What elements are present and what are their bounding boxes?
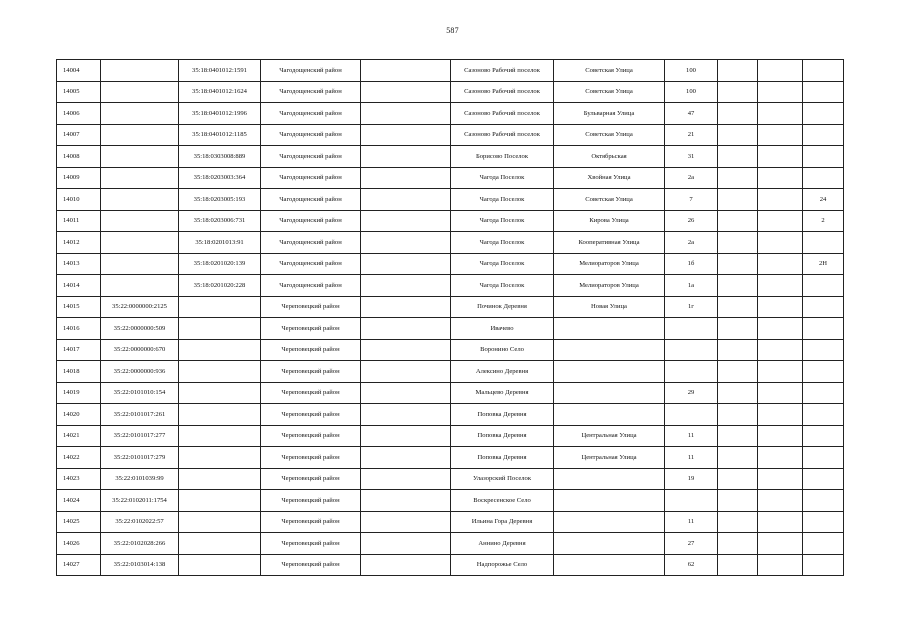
locality-cell: Улазорский Поселок: [451, 468, 554, 490]
table-row: [57, 382, 844, 404]
table-row: [57, 511, 844, 533]
cadastral-number-cell: 35:22:0101017:279: [101, 447, 179, 469]
locality-cell: Аннино Деревня: [451, 533, 554, 555]
record-number-cell: 14005: [57, 81, 101, 103]
street-cell: Мелиораторов Улица: [554, 275, 665, 297]
building-cell: [718, 533, 758, 555]
district-cell: Череповецкий район: [261, 554, 361, 576]
apartment-cell: [803, 167, 844, 189]
settlement-area-cell: [361, 447, 451, 469]
district-cell: Чагодощенский район: [261, 124, 361, 146]
cadastral-number-cell: [101, 103, 179, 125]
apartment-cell: [803, 425, 844, 447]
cadastral-number-alt-cell: [179, 511, 261, 533]
settlement-area-cell: [361, 490, 451, 512]
registry-table: [56, 59, 844, 576]
street-cell: [554, 533, 665, 555]
settlement-area-cell: [361, 425, 451, 447]
street-cell: [554, 511, 665, 533]
cadastral-number-cell: 35:22:0103014:138: [101, 554, 179, 576]
apartment-cell: [803, 361, 844, 383]
settlement-area-cell: [361, 124, 451, 146]
table-row: [57, 533, 844, 555]
building-cell: [718, 253, 758, 275]
district-cell: Чагодощенский район: [261, 103, 361, 125]
structure-cell: [758, 210, 803, 232]
structure-cell: [758, 425, 803, 447]
settlement-area-cell: [361, 511, 451, 533]
settlement-area-cell: [361, 554, 451, 576]
table-row: [57, 81, 844, 103]
record-number-cell: 14006: [57, 103, 101, 125]
locality-cell: Поповка Деревня: [451, 425, 554, 447]
street-cell: [554, 468, 665, 490]
table-row: [57, 60, 844, 82]
house-number-cell: 31: [665, 146, 718, 168]
table-row: [57, 124, 844, 146]
cadastral-number-cell: [101, 275, 179, 297]
record-number-cell: 14011: [57, 210, 101, 232]
table-row: [57, 103, 844, 125]
settlement-area-cell: [361, 210, 451, 232]
district-cell: Череповецкий район: [261, 533, 361, 555]
settlement-area-cell: [361, 189, 451, 211]
apartment-cell: [803, 339, 844, 361]
cadastral-number-cell: [101, 210, 179, 232]
apartment-cell: [803, 382, 844, 404]
cadastral-number-alt-cell: [179, 425, 261, 447]
settlement-area-cell: [361, 81, 451, 103]
structure-cell: [758, 275, 803, 297]
cadastral-number-cell: 35:22:0101017:277: [101, 425, 179, 447]
table-row: [57, 296, 844, 318]
table-row: [57, 275, 844, 297]
settlement-area-cell: [361, 167, 451, 189]
structure-cell: [758, 490, 803, 512]
street-cell: Октябрьская: [554, 146, 665, 168]
locality-cell: Борисово Поселок: [451, 146, 554, 168]
record-number-cell: 14007: [57, 124, 101, 146]
table-row: [57, 490, 844, 512]
building-cell: [718, 81, 758, 103]
cadastral-number-alt-cell: 35:18:0401012:1591: [179, 60, 261, 82]
table-row: [57, 468, 844, 490]
cadastral-number-alt-cell: 35:18:0201020:139: [179, 253, 261, 275]
locality-cell: Надпорожье Село: [451, 554, 554, 576]
cadastral-number-alt-cell: [179, 447, 261, 469]
apartment-cell: [803, 533, 844, 555]
cadastral-number-alt-cell: [179, 404, 261, 426]
district-cell: Чагодощенский район: [261, 167, 361, 189]
locality-cell: Чагода Поселок: [451, 232, 554, 254]
structure-cell: [758, 296, 803, 318]
locality-cell: Чагода Поселок: [451, 275, 554, 297]
house-number-cell: 1б: [665, 253, 718, 275]
building-cell: [718, 103, 758, 125]
building-cell: [718, 296, 758, 318]
structure-cell: [758, 81, 803, 103]
table-row: [57, 146, 844, 168]
house-number-cell: [665, 318, 718, 340]
street-cell: Новая Улица: [554, 296, 665, 318]
house-number-cell: 62: [665, 554, 718, 576]
cadastral-number-cell: [101, 146, 179, 168]
district-cell: Череповецкий район: [261, 447, 361, 469]
building-cell: [718, 447, 758, 469]
house-number-cell: 21: [665, 124, 718, 146]
house-number-cell: 26: [665, 210, 718, 232]
record-number-cell: 14015: [57, 296, 101, 318]
locality-cell: Починок Деревня: [451, 296, 554, 318]
house-number-cell: 1г: [665, 296, 718, 318]
house-number-cell: [665, 490, 718, 512]
cadastral-number-cell: [101, 189, 179, 211]
building-cell: [718, 468, 758, 490]
record-number-cell: 14024: [57, 490, 101, 512]
structure-cell: [758, 339, 803, 361]
district-cell: Череповецкий район: [261, 361, 361, 383]
page-number: 587: [446, 26, 459, 35]
house-number-cell: 2а: [665, 232, 718, 254]
street-cell: Советская Улица: [554, 124, 665, 146]
record-number-cell: 14012: [57, 232, 101, 254]
cadastral-number-alt-cell: 35:18:0203003:364: [179, 167, 261, 189]
district-cell: Чагодощенский район: [261, 275, 361, 297]
apartment-cell: [803, 404, 844, 426]
locality-cell: Чагода Поселок: [451, 189, 554, 211]
structure-cell: [758, 124, 803, 146]
district-cell: Череповецкий район: [261, 296, 361, 318]
building-cell: [718, 554, 758, 576]
building-cell: [718, 490, 758, 512]
settlement-area-cell: [361, 296, 451, 318]
apartment-cell: [803, 318, 844, 340]
cadastral-number-alt-cell: [179, 339, 261, 361]
street-cell: Кооперативная Улица: [554, 232, 665, 254]
house-number-cell: 11: [665, 511, 718, 533]
record-number-cell: 14004: [57, 60, 101, 82]
cadastral-number-alt-cell: [179, 554, 261, 576]
apartment-cell: 2Н: [803, 253, 844, 275]
cadastral-number-cell: 35:22:0102022:57: [101, 511, 179, 533]
cadastral-number-alt-cell: [179, 468, 261, 490]
building-cell: [718, 318, 758, 340]
table-row: [57, 339, 844, 361]
settlement-area-cell: [361, 361, 451, 383]
structure-cell: [758, 103, 803, 125]
house-number-cell: 47: [665, 103, 718, 125]
apartment-cell: 2: [803, 210, 844, 232]
structure-cell: [758, 253, 803, 275]
house-number-cell: 11: [665, 425, 718, 447]
cadastral-number-cell: 35:22:0000000:670: [101, 339, 179, 361]
cadastral-number-alt-cell: [179, 382, 261, 404]
cadastral-number-cell: 35:22:0101017:261: [101, 404, 179, 426]
record-number-cell: 14013: [57, 253, 101, 275]
street-cell: [554, 361, 665, 383]
apartment-cell: [803, 124, 844, 146]
house-number-cell: 29: [665, 382, 718, 404]
locality-cell: Воронино Село: [451, 339, 554, 361]
record-number-cell: 14025: [57, 511, 101, 533]
locality-cell: Мальцево Деревня: [451, 382, 554, 404]
cadastral-number-alt-cell: 35:18:0201013:91: [179, 232, 261, 254]
cadastral-number-cell: [101, 167, 179, 189]
locality-cell: Сазоново Рабочий поселок: [451, 81, 554, 103]
apartment-cell: [803, 81, 844, 103]
record-number-cell: 14008: [57, 146, 101, 168]
structure-cell: [758, 511, 803, 533]
cadastral-number-cell: [101, 253, 179, 275]
locality-cell: Поповка Деревня: [451, 447, 554, 469]
structure-cell: [758, 318, 803, 340]
house-number-cell: [665, 361, 718, 383]
house-number-cell: 7: [665, 189, 718, 211]
street-cell: [554, 339, 665, 361]
building-cell: [718, 167, 758, 189]
structure-cell: [758, 404, 803, 426]
locality-cell: Сазоново Рабочий поселок: [451, 124, 554, 146]
building-cell: [718, 339, 758, 361]
street-cell: Бульварная Улица: [554, 103, 665, 125]
street-cell: Советская Улица: [554, 189, 665, 211]
settlement-area-cell: [361, 382, 451, 404]
building-cell: [718, 210, 758, 232]
table-row: [57, 361, 844, 383]
structure-cell: [758, 382, 803, 404]
cadastral-number-cell: 35:22:0000000:936: [101, 361, 179, 383]
record-number-cell: 14019: [57, 382, 101, 404]
structure-cell: [758, 533, 803, 555]
apartment-cell: [803, 447, 844, 469]
building-cell: [718, 189, 758, 211]
cadastral-number-cell: 35:22:0102028:266: [101, 533, 179, 555]
apartment-cell: [803, 146, 844, 168]
building-cell: [718, 146, 758, 168]
district-cell: Череповецкий район: [261, 318, 361, 340]
record-number-cell: 14027: [57, 554, 101, 576]
settlement-area-cell: [361, 275, 451, 297]
settlement-area-cell: [361, 60, 451, 82]
table-row: [57, 210, 844, 232]
house-number-cell: [665, 404, 718, 426]
building-cell: [718, 425, 758, 447]
building-cell: [718, 124, 758, 146]
settlement-area-cell: [361, 253, 451, 275]
record-number-cell: 14016: [57, 318, 101, 340]
street-cell: Центральная Улица: [554, 425, 665, 447]
record-number-cell: 14018: [57, 361, 101, 383]
cadastral-number-cell: 35:22:0000000:2125: [101, 296, 179, 318]
registry-body: [57, 60, 844, 576]
locality-cell: Воскресенское Село: [451, 490, 554, 512]
apartment-cell: [803, 103, 844, 125]
cadastral-number-alt-cell: 35:18:0303008:889: [179, 146, 261, 168]
apartment-cell: [803, 490, 844, 512]
apartment-cell: [803, 511, 844, 533]
structure-cell: [758, 146, 803, 168]
cadastral-number-alt-cell: [179, 296, 261, 318]
house-number-cell: 1а: [665, 275, 718, 297]
locality-cell: Поповка Деревня: [451, 404, 554, 426]
house-number-cell: 19: [665, 468, 718, 490]
street-cell: Центральная Улица: [554, 447, 665, 469]
settlement-area-cell: [361, 339, 451, 361]
table-row: [57, 253, 844, 275]
structure-cell: [758, 447, 803, 469]
cadastral-number-alt-cell: [179, 318, 261, 340]
apartment-cell: [803, 60, 844, 82]
district-cell: Чагодощенский район: [261, 189, 361, 211]
record-number-cell: 14010: [57, 189, 101, 211]
apartment-cell: [803, 275, 844, 297]
record-number-cell: 14022: [57, 447, 101, 469]
street-cell: Советская Улица: [554, 60, 665, 82]
locality-cell: Сазоново Рабочий поселок: [451, 103, 554, 125]
building-cell: [718, 275, 758, 297]
apartment-cell: [803, 554, 844, 576]
house-number-cell: 11: [665, 447, 718, 469]
locality-cell: Чагода Поселок: [451, 167, 554, 189]
structure-cell: [758, 60, 803, 82]
cadastral-number-cell: 35:22:0101010:154: [101, 382, 179, 404]
record-number-cell: 14026: [57, 533, 101, 555]
structure-cell: [758, 232, 803, 254]
cadastral-number-alt-cell: [179, 490, 261, 512]
table-row: [57, 425, 844, 447]
district-cell: Чагодощенский район: [261, 146, 361, 168]
table-row: [57, 554, 844, 576]
house-number-cell: 27: [665, 533, 718, 555]
district-cell: Череповецкий район: [261, 425, 361, 447]
cadastral-number-alt-cell: 35:18:0401012:1996: [179, 103, 261, 125]
record-number-cell: 14023: [57, 468, 101, 490]
cadastral-number-alt-cell: 35:18:0401012:1624: [179, 81, 261, 103]
record-number-cell: 14017: [57, 339, 101, 361]
table-row: [57, 447, 844, 469]
district-cell: Череповецкий район: [261, 490, 361, 512]
record-number-cell: 14009: [57, 167, 101, 189]
street-cell: Кирова Улица: [554, 210, 665, 232]
building-cell: [718, 511, 758, 533]
structure-cell: [758, 361, 803, 383]
street-cell: Мелиораторов Улица: [554, 253, 665, 275]
street-cell: [554, 490, 665, 512]
street-cell: [554, 554, 665, 576]
building-cell: [718, 60, 758, 82]
cadastral-number-cell: 35:22:0101039:99: [101, 468, 179, 490]
house-number-cell: 100: [665, 60, 718, 82]
settlement-area-cell: [361, 232, 451, 254]
table-row: [57, 189, 844, 211]
house-number-cell: 100: [665, 81, 718, 103]
structure-cell: [758, 167, 803, 189]
cadastral-number-alt-cell: [179, 533, 261, 555]
cadastral-number-cell: [101, 124, 179, 146]
structure-cell: [758, 189, 803, 211]
street-cell: Хвойная Улица: [554, 167, 665, 189]
district-cell: Череповецкий район: [261, 382, 361, 404]
locality-cell: Ильина Гора Деревня: [451, 511, 554, 533]
record-number-cell: 14014: [57, 275, 101, 297]
building-cell: [718, 404, 758, 426]
cadastral-number-alt-cell: 35:18:0203005:193: [179, 189, 261, 211]
building-cell: [718, 232, 758, 254]
street-cell: Советская Улица: [554, 81, 665, 103]
table-row: [57, 318, 844, 340]
record-number-cell: 14021: [57, 425, 101, 447]
locality-cell: Чагода Поселок: [451, 253, 554, 275]
building-cell: [718, 361, 758, 383]
cadastral-number-cell: [101, 232, 179, 254]
cadastral-number-cell: 35:22:0000000:509: [101, 318, 179, 340]
locality-cell: Чагода Поселок: [451, 210, 554, 232]
settlement-area-cell: [361, 318, 451, 340]
locality-cell: Алексино Деревня: [451, 361, 554, 383]
district-cell: Череповецкий район: [261, 468, 361, 490]
street-cell: [554, 318, 665, 340]
house-number-cell: 2а: [665, 167, 718, 189]
settlement-area-cell: [361, 533, 451, 555]
street-cell: [554, 382, 665, 404]
structure-cell: [758, 468, 803, 490]
structure-cell: [758, 554, 803, 576]
locality-cell: Сазоново Рабочий поселок: [451, 60, 554, 82]
cadastral-number-alt-cell: 35:18:0401012:1185: [179, 124, 261, 146]
district-cell: Череповецкий район: [261, 339, 361, 361]
district-cell: Череповецкий район: [261, 511, 361, 533]
table-row: [57, 232, 844, 254]
district-cell: Чагодощенский район: [261, 253, 361, 275]
house-number-cell: [665, 339, 718, 361]
district-cell: Чагодощенский район: [261, 210, 361, 232]
settlement-area-cell: [361, 468, 451, 490]
cadastral-number-cell: [101, 81, 179, 103]
locality-cell: Ивачево: [451, 318, 554, 340]
cadastral-number-alt-cell: 35:18:0201020:228: [179, 275, 261, 297]
apartment-cell: [803, 232, 844, 254]
cadastral-number-cell: 35:22:0102011:1754: [101, 490, 179, 512]
apartment-cell: 24: [803, 189, 844, 211]
settlement-area-cell: [361, 146, 451, 168]
district-cell: Череповецкий район: [261, 404, 361, 426]
apartment-cell: [803, 468, 844, 490]
cadastral-number-alt-cell: [179, 361, 261, 383]
district-cell: Чагодощенский район: [261, 60, 361, 82]
settlement-area-cell: [361, 404, 451, 426]
table-row: [57, 404, 844, 426]
street-cell: [554, 404, 665, 426]
building-cell: [718, 382, 758, 404]
table-row: [57, 167, 844, 189]
cadastral-number-cell: [101, 60, 179, 82]
settlement-area-cell: [361, 103, 451, 125]
cadastral-number-alt-cell: 35:18:0203006:731: [179, 210, 261, 232]
record-number-cell: 14020: [57, 404, 101, 426]
district-cell: Чагодощенский район: [261, 81, 361, 103]
apartment-cell: [803, 296, 844, 318]
district-cell: Чагодощенский район: [261, 232, 361, 254]
